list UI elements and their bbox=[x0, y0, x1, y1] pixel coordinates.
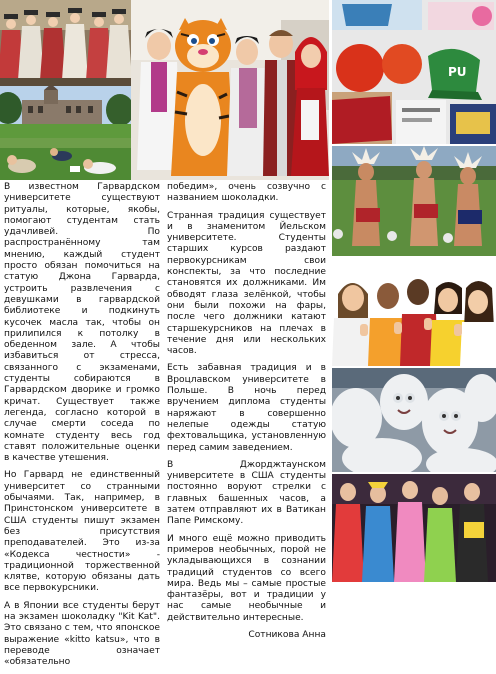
left-paragraph-1: В известном Гарвардском университете существуют ритуалы, которые, якобы, помогают студентам стать удачливей. По распространённому там мнению, каждый студент просто обязан помочиться на статую Джона Гарварда, устроить развлечения с девушками в гарвардской библиотеке и подкинуть кусочек масла так, чтобы он прилипился к потолку в обеденном зале. А чтобы избавиться от стресса, связанного с экзаменами, студенты собираются в Гарвардском дворике и громко кричат. Существует также легенда, согласно которой в случае смерти соседа по комнате студенту весь год ставят положительные оценки в качестве утешения. bbox=[4, 182, 160, 464]
right-paragraph-5: И много ещё можно приводить примеров необычных, порой не укладывающихся в сознании традиций студентов со всего мира. Ведь мы – самые простые фантазёры, вот и традиции у нас самые необычные и действительно интересные. bbox=[167, 533, 326, 623]
costumed-students-photo bbox=[0, 0, 131, 86]
svg-text:PU: PU bbox=[448, 65, 467, 79]
article-right-column bbox=[167, 182, 326, 641]
tiger-mascot-photo bbox=[131, 0, 329, 180]
right-paragraph-4: В Джорджтаунском университете в США студенты постоянно воруют стрелки с главных башенных часов, а затем отправляют их в Ватикан Папе Римскому. bbox=[167, 459, 326, 527]
right-paragraph-1: победим», очень созвучно с названием шоколадки. bbox=[167, 182, 326, 204]
stage-costume-photo bbox=[332, 474, 496, 582]
sports-fans-photo bbox=[332, 146, 496, 256]
left-paragraph-2: Но Гарвард не единственный университет со странными обычаями. Так, например, в Принстонском университете в США студенты пишут экзамен без присутствия преподавателей. Это из-за «Кодекса честности» - традиционной торжественной клятве, которую обязаны дать все первокурсники. bbox=[4, 470, 160, 594]
thumbs-up-students-photo bbox=[332, 258, 496, 366]
left-paragraph-3: А в Японии все студенты берут на экзамен шоколадку "Kit Kat". Это связано с тем, что японское выражение «kitto katsu», что в переводе означает «обязательно bbox=[4, 600, 160, 668]
author-signature: Сотникова Анна bbox=[248, 629, 326, 640]
students-on-grass-photo bbox=[0, 138, 131, 180]
right-paragraph-2: Странная традиция существует и в знаменитом Йельском университете. Студенты старших курсов раздают первокурсникам свои конспекты, за что последние становятся их должниками. Им обводят глаза зелёнкой, чтобы они были похожи на фары, после чего должники катают старшекурсников на плечах в течение дня или нескольких часов. bbox=[167, 210, 326, 357]
foam-party-photo bbox=[332, 368, 496, 472]
souvenirs-photo bbox=[332, 0, 496, 144]
right-paragraph-3: Есть забавная традиция и в Вроцлавском университете в Польше. В ночь перед вручением диплома студенты наряжают в совершенно нелепые одежды статую фехтовальщика, установленную перед самим заведением. bbox=[167, 363, 326, 453]
campus-lawn-photo bbox=[0, 86, 131, 138]
article-left-column bbox=[4, 182, 160, 674]
